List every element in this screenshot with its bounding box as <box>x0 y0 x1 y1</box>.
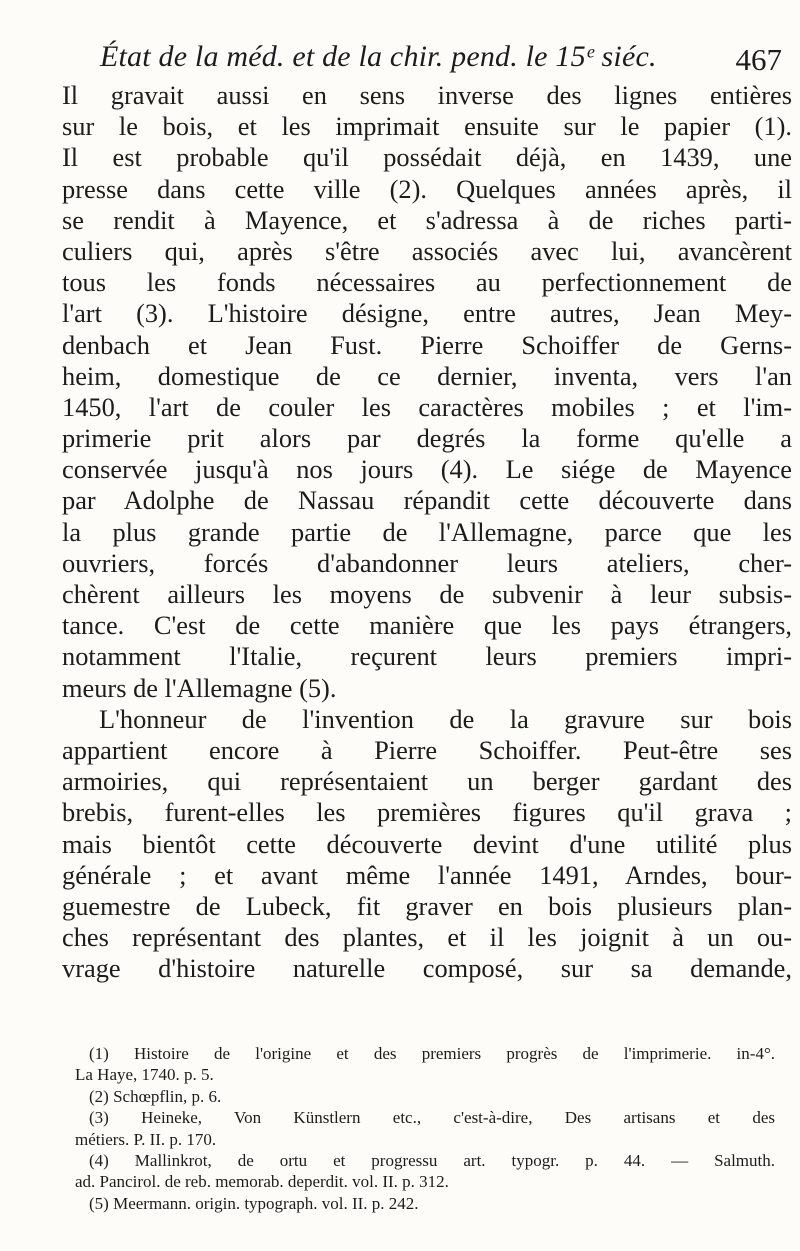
text-line: denbach et Jean Fust. Pierre Schoiffer de Gerns- <box>62 329 792 360</box>
text-line: L'honneur de l'invention de la gravure sur bois <box>99 703 792 734</box>
text-line: chèrent ailleurs les moyens de subvenir à leur subsis- <box>62 579 792 609</box>
text-line: presse dans cette ville (2). Quelques années après, il <box>62 173 792 204</box>
text-line: conservée jusqu'à nos jours (4). Le siége de Mayence <box>62 454 792 485</box>
running-title: État de la méd. et de la chir. pend. le 15ᵉ siéc. <box>100 40 657 73</box>
text-line: Il est probable qu'il possédait déjà, en 1439, une <box>62 142 792 173</box>
text-line: mais bientôt cette découverte devint d'une utilité plus <box>62 828 792 859</box>
text-line: notamment l'Italie, reçurent leurs premiers impri- <box>62 641 792 672</box>
footnote-line: métiers. P. II. p. 170. <box>75 1129 217 1149</box>
text-line: la plus grande partie de l'Allemagne, parce que les <box>62 516 792 547</box>
text-line: heim, domestique de ce dernier, inventa, vers l'an <box>62 360 792 391</box>
footnotes <box>75 1043 775 1214</box>
text-line: meurs de l'Allemagne (5). <box>62 672 337 703</box>
footnote-line: (4) Mallinkrot, de ortu et progressu art. typogr. p. 44. — Salmuth. <box>89 1150 775 1170</box>
text-line: sur le bois, et les imprimait ensuite sur le papier (1). <box>62 111 792 142</box>
text-line: 1450, l'art de couler les caractères mobiles ; et l'im- <box>62 391 792 422</box>
text-line: l'art (3). L'histoire désigne, entre autres, Jean Mey- <box>62 298 792 329</box>
text-line: guemestre de Lubeck, fit graver en bois plusieurs plan- <box>62 890 792 921</box>
text-line: ches représentant des plantes, et il les joignit à un ou- <box>62 922 792 953</box>
text-line: se rendit à Mayence, et s'adressa à de riches parti- <box>62 204 792 235</box>
text-line: tous les fonds nécessaires au perfectionnement de <box>62 267 792 298</box>
text-line: armoiries, qui représentaient un berger gardant des <box>62 766 792 797</box>
footnote-line: La Haye, 1740. p. 5. <box>75 1065 214 1085</box>
body-text <box>62 80 792 984</box>
footnote-line: (2) Schœpflin, p. 6. <box>89 1086 222 1106</box>
text-line: générale ; et avant même l'année 1491, Arndes, bour- <box>62 859 792 890</box>
footnote-line: ad. Pancirol. de reb. memorab. deperdit. vol. II. p. 312. <box>75 1172 449 1192</box>
text-line: culiers qui, après s'être associés avec lui, avancèrent <box>62 235 792 266</box>
footnote-line: (1) Histoire de l'origine et des premiers progrès de l'imprimerie. in-4°. <box>89 1044 775 1063</box>
text-line: primerie prit alors par degrés la forme qu'elle a <box>62 423 792 454</box>
text-line: vrage d'histoire naturelle composé, sur sa demande, <box>62 953 792 984</box>
text-line: par Adolphe de Nassau répandit cette découverte dans <box>62 485 792 516</box>
text-line: Il gravait aussi en sens inverse des lignes entières <box>62 80 792 110</box>
text-line: tance. C'est de cette manière que les pays étrangers, <box>62 610 792 641</box>
footnote-line: (3) Heineke, Von Künstlern etc., c'est-à-dire, Des artisans et des <box>89 1108 775 1128</box>
text-line: ouvriers, forcés d'abandonner leurs ateliers, cher- <box>62 547 792 578</box>
footnote-line: (5) Meermann. origin. typograph. vol. II. p. 242. <box>89 1193 419 1213</box>
page-number: 467 <box>735 42 782 77</box>
text-line: brebis, furent-elles les premières figures qu'il grava ; <box>62 797 792 828</box>
text-line: appartient encore à Pierre Schoiffer. Peut-être ses <box>62 734 792 765</box>
